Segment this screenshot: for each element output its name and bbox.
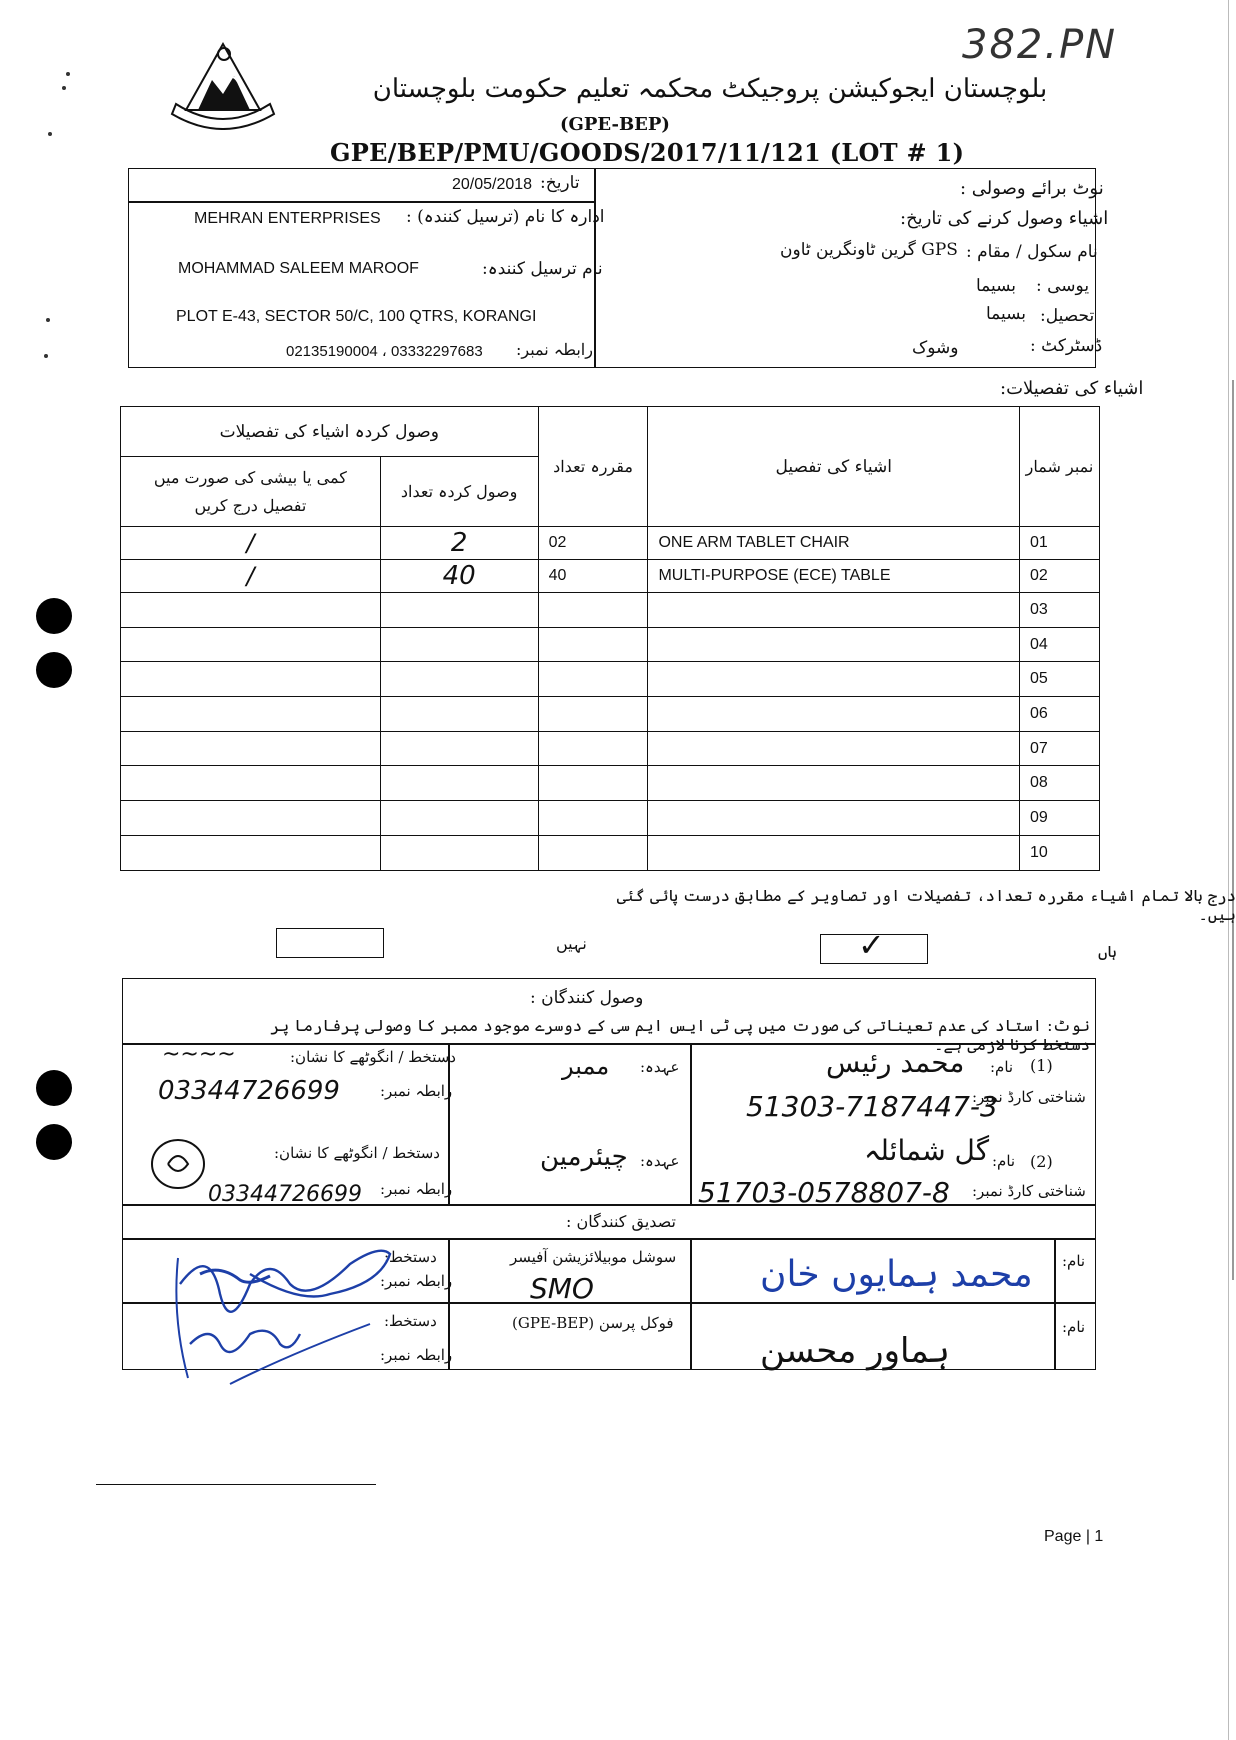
- v2-sign-label: دستخط:: [384, 1312, 437, 1330]
- fixed-qty-cell: [538, 697, 648, 732]
- scan-speck: [66, 72, 70, 76]
- punch-hole: [36, 652, 72, 688]
- verifiers-title: تصدیق کنندگان :: [566, 1212, 676, 1231]
- address-value: PLOT E-43, SECTOR 50/C, 100 QTRS, KORANGI: [176, 308, 537, 325]
- r2-name-label: نام:: [992, 1152, 1016, 1170]
- remark-cell: [121, 731, 381, 766]
- v2-name-label: نام:: [1062, 1318, 1086, 1336]
- description-cell: [648, 766, 1020, 801]
- description-cell: [648, 593, 1020, 628]
- serial-cell: 09: [1020, 801, 1100, 836]
- description-cell: [648, 835, 1020, 870]
- school-value: GPS گرین ٹاونگرین ٹاون: [780, 240, 958, 260]
- remark-cell: [121, 766, 381, 801]
- received-qty-header: وصول کردہ تعداد: [380, 457, 538, 527]
- description-cell: [648, 662, 1020, 697]
- v1-initials: SMO: [530, 1272, 594, 1305]
- uc-value: بسیما: [976, 276, 1017, 296]
- receivers-col-divider: [690, 1043, 692, 1204]
- table-row: [121, 627, 1100, 662]
- received-qty-cell: [380, 731, 538, 766]
- received-qty-cell: [380, 801, 538, 836]
- remark-cell: [121, 801, 381, 836]
- r1-cnic-value: 51303-7187447-3: [746, 1090, 998, 1123]
- receivers-title: وصول کنندگان :: [530, 988, 644, 1008]
- remark-cell: /: [121, 527, 381, 560]
- balochistan-logo: [168, 38, 278, 130]
- fixed-qty-cell: [538, 801, 648, 836]
- v1-sign-label: دستخط:: [384, 1248, 437, 1266]
- sender-value: MOHAMMAD SALEEM MAROOF: [178, 260, 419, 277]
- v1-name-label: نام:: [1062, 1252, 1086, 1270]
- receive-date-label: اشیاء وصول کرنے کی تاریخ:: [900, 208, 1109, 229]
- description-cell: [648, 801, 1020, 836]
- r2-thumb-signature: [148, 1134, 208, 1194]
- received-qty-cell: [380, 627, 538, 662]
- fixed-qty-cell: 02: [538, 527, 648, 560]
- sender-label: نام ترسیل کنندہ:: [482, 259, 603, 279]
- receivers-note: نوٹ: استاد کی عدم تعیناتی کی صورت میں پی ٹی ایس ایم سی کے دوسرے موجود ممبر کا وصولی پرفارما پر دستخط کرنا لازمی ہے۔: [270, 1016, 1090, 1054]
- serial-cell: 01: [1020, 527, 1100, 560]
- items-table: [120, 406, 1100, 871]
- org-value: MEHRAN ENTERPRISES: [194, 210, 381, 227]
- fixed-qty-cell: [538, 662, 648, 697]
- fixed-qty-cell: [538, 627, 648, 662]
- table-row: [121, 835, 1100, 870]
- v2-role: فوکل پرسن (GPE-BEP): [512, 1314, 674, 1332]
- page-number: Page | 1: [1044, 1528, 1104, 1545]
- r2-name-value: گل شمائلہ: [864, 1134, 990, 1167]
- yes-tick-mark: ✓: [858, 926, 885, 964]
- remark-cell: [121, 662, 381, 697]
- fixed-qty-cell: [538, 731, 648, 766]
- received-qty-cell: [380, 593, 538, 628]
- r1-contact-label: رابطہ نمبر:: [380, 1082, 453, 1100]
- punch-hole: [36, 1070, 72, 1106]
- remark-cell: [121, 697, 381, 732]
- serial-header: نمبر شمار: [1020, 407, 1100, 527]
- scan-speck: [62, 86, 66, 90]
- verifiers-col-divider: [690, 1238, 692, 1370]
- description-cell: [648, 697, 1020, 732]
- verifier-signature-scribble: [160, 1214, 460, 1394]
- r1-post-value: ممبر: [562, 1052, 610, 1080]
- no-checkbox[interactable]: [276, 928, 384, 958]
- verifiers-col-divider: [1054, 1238, 1056, 1370]
- description-cell: [648, 731, 1020, 766]
- remark-cell: [121, 627, 381, 662]
- punch-hole: [36, 598, 72, 634]
- serial-cell: 06: [1020, 697, 1100, 732]
- r1-signature-scribble: ~~~~: [162, 1042, 236, 1067]
- r1-post-label: عہدہ:: [640, 1058, 680, 1076]
- table-row: [121, 731, 1100, 766]
- confirmation-statement: درج بالا تمام اشیاء مقررہ تعداد، تفصیلات اور تصاویر کے مطابق درست پائی گئی ہیں۔: [616, 886, 1236, 924]
- received-qty-cell: [380, 766, 538, 801]
- header-ref-number: GPE/BEP/PMU/GOODS/2017/11/121 (LOT # 1): [330, 138, 965, 167]
- serial-cell: 07: [1020, 731, 1100, 766]
- scan-speck: [46, 318, 50, 322]
- serial-cell: 04: [1020, 627, 1100, 662]
- page-edge-line: [1232, 380, 1234, 1280]
- district-value: وشوک: [912, 338, 959, 358]
- received-qty-cell: [380, 662, 538, 697]
- r1-index: (1): [1030, 1056, 1053, 1075]
- remark-cell: /: [121, 560, 381, 593]
- received-qty-cell: [380, 697, 538, 732]
- serial-cell: 02: [1020, 560, 1100, 593]
- table-row: [121, 662, 1100, 697]
- items-title: اشیاء کی تفصیلات:: [1000, 378, 1144, 399]
- r2-index: (2): [1030, 1152, 1053, 1171]
- serial-cell: 03: [1020, 593, 1100, 628]
- page-edge-line: [1228, 0, 1229, 1740]
- table-row: [121, 593, 1100, 628]
- contact-value: 02135190004 ، 03332297683: [286, 343, 483, 360]
- table-row: [121, 766, 1100, 801]
- scan-speck: [48, 132, 52, 136]
- date-value: 20/05/2018: [452, 176, 533, 193]
- note-receipt-label: نوٹ برائے وصولی :: [960, 178, 1104, 199]
- scan-speck: [44, 354, 48, 358]
- description-header: اشیاء کی تفصیل: [648, 407, 1020, 527]
- fixed-qty-cell: [538, 593, 648, 628]
- description-cell: MULTI-PURPOSE (ECE) TABLE: [648, 560, 1020, 593]
- fixed-qty-header: مقررہ تعداد: [538, 407, 648, 527]
- serial-cell: 10: [1020, 835, 1100, 870]
- received-qty-cell: 2: [380, 527, 538, 560]
- r2-cnic-label: شناختی کارڈ نمبر:: [972, 1182, 1086, 1200]
- r2-cnic-value: 51703-0578807-8: [698, 1176, 950, 1209]
- r1-cnic-label: شناختی کارڈ نمبر:: [972, 1088, 1086, 1106]
- r2-sign-label: دستخط / انگوٹھے کا نشان:: [274, 1144, 440, 1162]
- r2-contact-value: 03344726699: [208, 1182, 362, 1207]
- table-row: [121, 560, 1100, 593]
- remark-cell: [121, 593, 381, 628]
- v2-name-value: ہماور محسن: [760, 1331, 950, 1371]
- contact-label: رابطہ نمبر:: [516, 340, 593, 359]
- r2-post-label: عہدہ:: [640, 1152, 680, 1170]
- serial-cell: 08: [1020, 766, 1100, 801]
- header-abbr: (GPE-BEP): [560, 114, 670, 135]
- received-qty-cell: 40: [380, 560, 538, 593]
- no-label: نہیں: [556, 934, 587, 953]
- r2-post-value: چیئرمین: [540, 1142, 628, 1172]
- fixed-qty-cell: 40: [538, 560, 648, 593]
- r1-name-value: محمد رئیس: [826, 1046, 965, 1079]
- r1-name-label: نام:: [990, 1058, 1014, 1076]
- punch-hole: [36, 1124, 72, 1160]
- fixed-qty-cell: [538, 835, 648, 870]
- description-cell: ONE ARM TABLET CHAIR: [648, 527, 1020, 560]
- header-title-urdu: بلوچستان ایجوکیشن پروجیکٹ محکمہ تعلیم حکومت بلوچستان: [372, 74, 1048, 104]
- v1-name-value: محمد ہمایوں خان: [760, 1254, 1033, 1295]
- r2-contact-label: رابطہ نمبر:: [380, 1180, 453, 1198]
- received-group-header: وصول کردہ اشیاء کی تفصیلات: [121, 407, 539, 457]
- table-row: [121, 801, 1100, 836]
- r1-contact-value: 03344726699: [158, 1076, 340, 1106]
- serial-cell: 05: [1020, 662, 1100, 697]
- v1-contact-label: رابطہ نمبر:: [380, 1272, 453, 1290]
- handwritten-ref-note: 382.PN: [962, 22, 1118, 68]
- description-cell: [648, 627, 1020, 662]
- school-label: نام سکول / مقام :: [966, 242, 1098, 262]
- yes-label: ہاں: [1098, 942, 1117, 961]
- v1-role: سوشل موبیلائزیشن آفیسر: [510, 1248, 677, 1266]
- shortfall-header: کمی یا بیشی کی صورت میں تفصیل درج کریں: [121, 457, 381, 527]
- remark-cell: [121, 835, 381, 870]
- r1-sign-label: دستخط / انگوٹھے کا نشان:: [290, 1048, 456, 1066]
- tehsil-label: تحصیل:: [1040, 306, 1095, 326]
- table-row: [121, 697, 1100, 732]
- district-label: ڈسٹرکٹ :: [1030, 336, 1103, 356]
- uc-label: یوسی :: [1036, 276, 1090, 296]
- v2-contact-label: رابطہ نمبر:: [380, 1346, 453, 1364]
- fixed-qty-cell: [538, 766, 648, 801]
- footnote-separator: [96, 1484, 376, 1485]
- org-label: ادارہ کا نام (ترسیل کنندہ) :: [406, 207, 605, 227]
- tehsil-value: بسیما: [986, 304, 1027, 324]
- info-divider: [128, 201, 594, 203]
- received-qty-cell: [380, 835, 538, 870]
- date-label: تاریخ:: [540, 173, 580, 193]
- table-row: [121, 527, 1100, 560]
